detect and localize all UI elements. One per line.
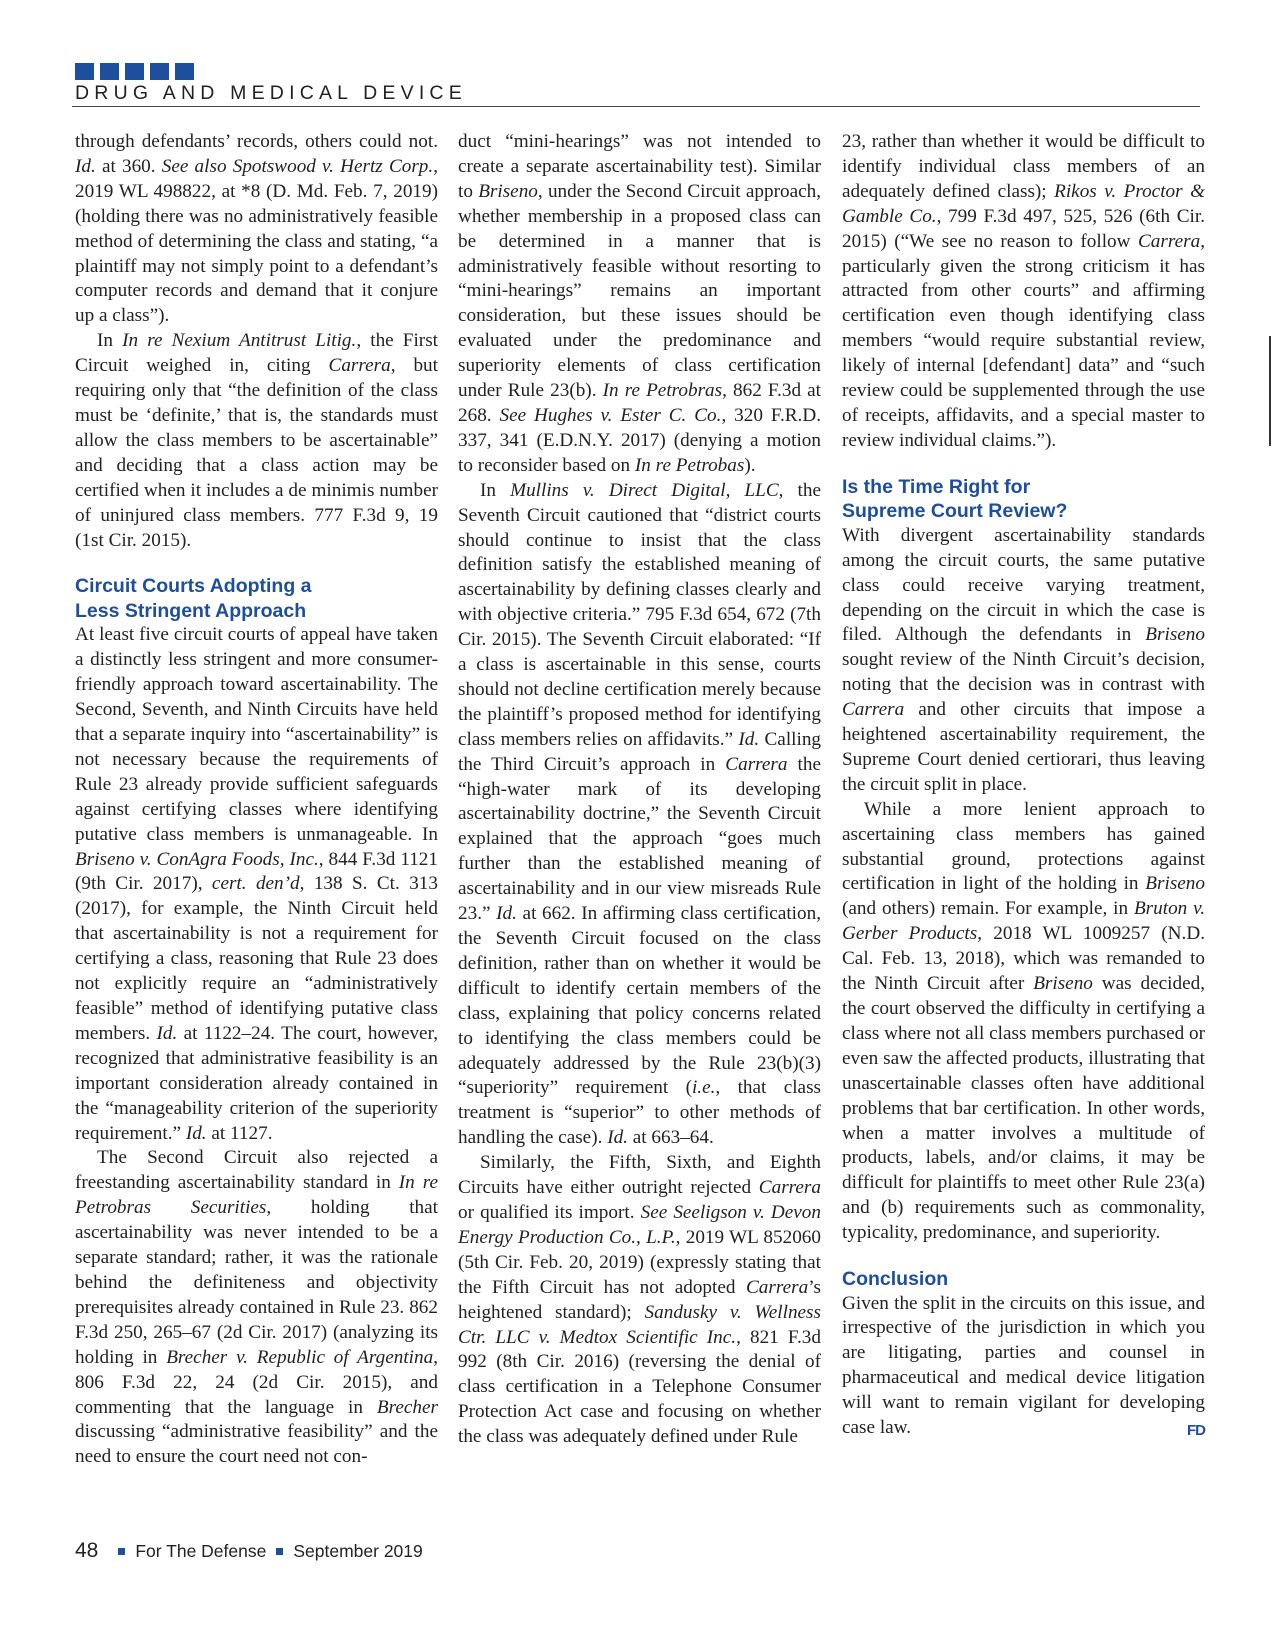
footer-bullet [276,1548,283,1555]
section-heading: Is the Time Right for Supreme Court Review? [842,475,1068,523]
body-paragraph: Given the split in the circuits on this issue, and irrespective of the jurisdiction in which you are litigating, parties and counsel in pharmaceutical and medical device litigation will want to remain vigilant for developing case law. FD [842,1292,1205,1441]
body-paragraph: duct “mini-hearings” was not intended to create a separate ascertainability test). Similar to Briseno, under the Second Circuit approach, whether membership in a proposed class can be determined in a manner that is administratively feasible without resorting to “mini-hearings” remains an important consideration, but these issues should be evaluated under the predominance and superiority elements of class certification under Rule 23(b). In re Petrobras, 862 F.3d at 268. See Hughes v. Ester C. Co., 320 F.R.D. 337, 341 (E.D.N.Y. 2017) (denying a motion to reconsider based on In re Petrobas). [458,131,822,476]
issue-date: September 2019 [293,1540,423,1561]
body-paragraph: With divergent ascertainability standards among the circuit courts, the same putative class could receive varying treatment, depending on the circuit in which the case is filed. Although the defendants in Briseno sought review of the Ninth Circuit’s decision, noting that the decision was in contrast with Carrera and other circuits that impose a heightened ascertainability requirement, the Supreme Court denied certiorari, thus leaving the circuit split in place. [842,524,1205,795]
footer-bullet [118,1548,125,1555]
header-square [75,63,94,80]
header-square [100,63,119,80]
column-2 [458,130,821,1450]
page-number: 48 [75,1539,99,1562]
body-paragraph: In In re Nexium Antitrust Litig., the First Circuit weighed in, citing Carrera, but requiring only that “the definition of the class must be ‘definite,’ that is, the standards must allow the class members to be ascertainable” and deciding that a class action may be certified when it includes a de minimis number of uninjured class members. 777 F.3d 9, 19 (1st Cir. 2015). [75,330,438,551]
page-edge-mark [1269,336,1271,446]
body-paragraph: through defendants’ records, others could not. Id. at 360. See also Spotswood v. Hertz Corp., 2019 WL 498822, at *8 (D. Md. Feb. 7, 2019) (holding there was no administratively feasible method of determining the class and stating, “a plaintiff may not simply point to a defendant’s computer records and demand that it conjure up a class”). [75,131,438,327]
section-label: DRUG AND MEDICAL DEVICE [75,82,467,104]
page-footer [75,1539,423,1563]
publication-name: For The Defense [135,1540,267,1561]
body-paragraph: 23, rather than whether it would be difficult to identify individual class members of an adequately defined class); Rikos v. Proctor & Gamble Co., 799 F.3d 497, 525, 526 (6th Cir. 2015) (“We see no reason to follow Carrera, particularly given the strong criticism it has attracted from other courts” and affirming certification even though identifying class members “would require substantial review, likely of internal [defendant] data” and “such review could be supplemented through the use of receipts, affidavits, and a special master to review individual claims.”). [842,131,1206,451]
section-heading: Conclusion [842,1268,949,1291]
fd-end-mark-icon: FD [1187,1422,1205,1440]
body-paragraph: The Second Circuit also rejected a freestanding ascertainability standard in In re Petrobras Securities, holding that ascertainability was never intended to be a separate standard; rather, it was the rationale behind the definiteness and objectivity prerequisites already contained in Rule 23. 862 F.3d 250, 265–67 (2d Cir. 2017) (analyzing its holding in Brecher v. Republic of Argentina, 806 F.3d 22, 24 (2d Cir. 2015), and commenting that the language in Brecher discussing “administrative feasibility” and the need to ensure the court need not con- [75,1147,439,1468]
column-3 [842,130,1205,1444]
header-squares [75,63,194,80]
body-paragraph: Similarly, the Fifth, Sixth, and Eighth Circuits have either outright rejected Carrera or qualified its import. See Seeligson v. Devon Energy Production Co., L.P., 2019 WL 852060 (5th Cir. Feb. 20, 2019) (expressly stating that the Fifth Circuit has not adopted Carrera’s heightened standard); Sandusky v. Wellness Ctr. LLC v. Medtox Scientific Inc., 821 F.3d 992 (8th Cir. 2016) (reversing the denial of class certification in a Telephone Consumer Protection Act case and focusing on whether the class was adequately defined under Rule [458,1152,821,1448]
section-heading: Circuit Courts Adopting a Less Stringent Approach [75,575,312,622]
header-square [150,63,169,80]
body-paragraph: While a more lenient approach to ascertaining class members has gained substantial ground, protections against certification in light of the holding in Briseno (and others) remain. For example, in Bruton v. Gerber Products, 2018 WL 1009257 (N.D. Cal. Feb. 13, 2018), which was remanded to the Ninth Circuit after Briseno was decided, the court observed the difficulty in certifying a class where not all class members purchased or even saw the affected products, illustrating that unascertainable classes often have additional problems that bar certification. In other words, when a matter involves a multitude of products, labels, and/or claims, it may be difficult for plaintiffs to meet other Rule 23(a) and (b) requirements such as commonality, typicality, predominance, and superiority. [842,798,1205,1244]
header-square [125,63,144,80]
body-paragraph: At least five circuit courts of appeal have taken a distinctly less stringent and more consumer-friendly approach toward ascertainability. The Second, Seventh, and Ninth Circuits have held that a separate inquiry into “ascertainability” is not necessary because the requirements of Rule 23 already provide sufficient safeguards against certifying classes where identifying putative class members is unmanageable. In Briseno v. ConAgra Foods, Inc., 844 F.3d 1121 (9th Cir. 2017), cert. den’d, 138 S. Ct. 313 (2017), for example, the Ninth Circuit held that ascertainability is not a requirement for certifying a class, reasoning that Rule 23 does not explicitly require an “administratively feasible” method of identifying putative class members. Id. at 1122–24. The court, however, recognized that administrative feasibility is an important consideration already contained in the “manageability criterion of the superiority requirement.” Id. at 1127. [75,624,438,1144]
header-square [175,63,194,80]
column-1 [75,130,438,1470]
body-paragraph: In Mullins v. Direct Digital, LLC, the Seventh Circuit cautioned that “district courts should continue to insist that the class definition satisfy the established meaning of ascertainability by defining classes clearly and with objective criteria.” 795 F.3d 654, 672 (7th Cir. 2015). The Seventh Circuit elaborated: “If a class is ascertainable in this sense, courts should not decline certification merely because the plaintiff’s proposed method for identifying class members relies on affidavits.” Id. Calling the Third Circuit’s approach in Carrera the “high-water mark of its developing ascertainability doctrine,” the Seventh Circuit explained that the approach “goes much further than the established meaning of ascertainability and in our view misreads Rule 23.” Id. at 662. In affirming class certification, the Seventh Circuit focused on the class definition, rather than on whether it would be difficult to identify certain members of the class, explaining that policy concerns related to identifying the class members could be adequately addressed by the Rule 23(b)(3) “superiority” requirement (i.e., that class treatment is “superior” to other methods of handling the case). Id. at 663–64. [458,479,822,1149]
header-rule [72,106,1200,107]
